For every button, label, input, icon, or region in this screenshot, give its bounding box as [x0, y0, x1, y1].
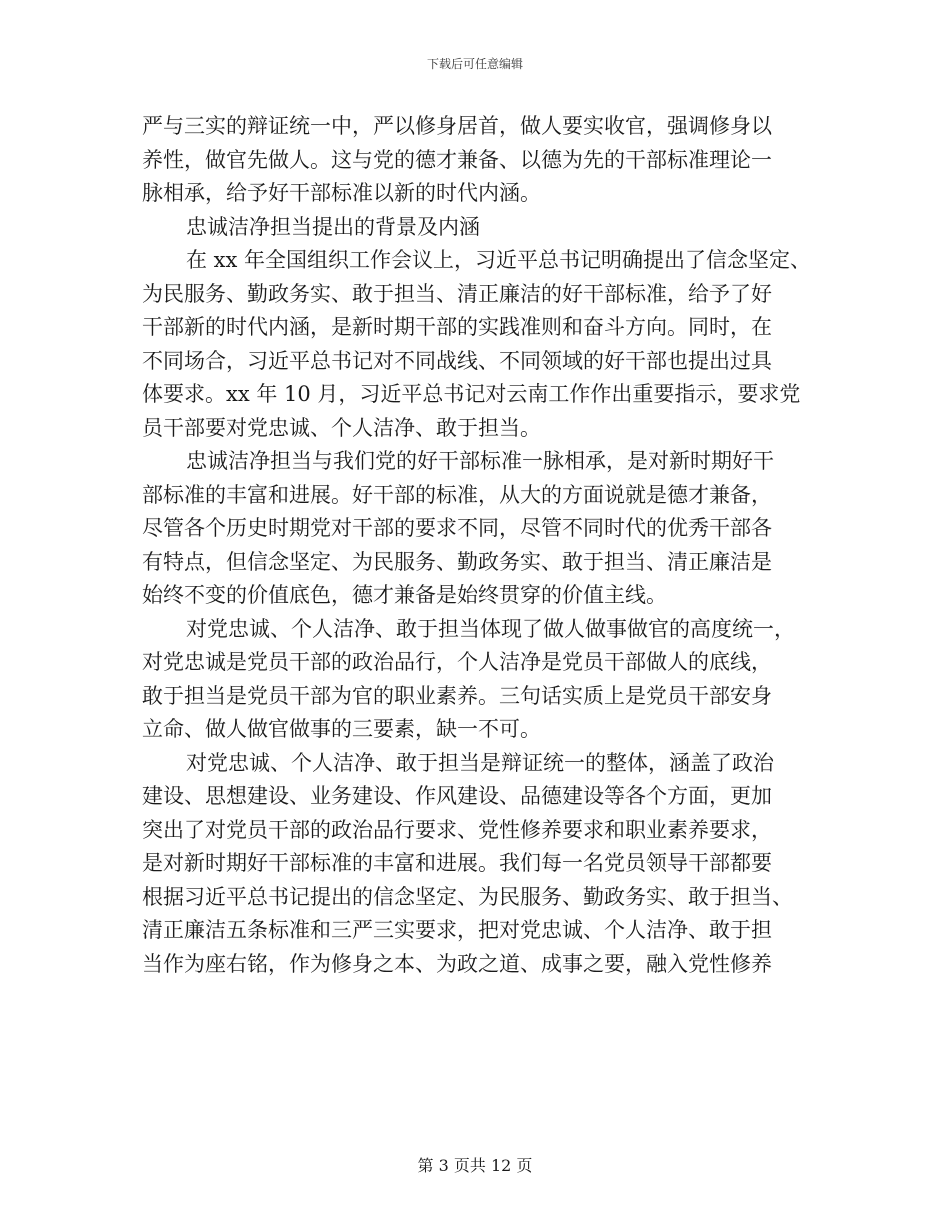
text-line: 始终不变的价值底色，德才兼备是始终贯穿的价值主线。 [142, 583, 667, 607]
text-line: 部标准的丰富和进展。好干部的标准，从大的方面说就是德才兼备， [142, 482, 772, 507]
text-line: 对党忠诚是党员干部的政治品行，个人洁净是党员干部做人的底线， [142, 650, 772, 674]
text-line: 对党忠诚、个人洁净、敢于担当体现了做人做事做官的高度统一， [186, 616, 795, 641]
section-heading: 忠诚洁净担当提出的背景及内涵 [186, 214, 480, 239]
text-line: 建设、思想建设、业务建设、作风建设、品德建设等各个方面，更加 [142, 784, 772, 808]
text-line: 在 xx 年全国组织工作会议上，习近平总书记明确提出了信念坚定、 [186, 248, 812, 272]
text-line: 体要求。xx 年 10 月，习近平总书记对云南工作作出重要指示，要求党 [142, 382, 801, 406]
text-line: 对党忠诚、个人洁净、敢于担当是辩证统一的整体，涵盖了政治 [186, 750, 774, 775]
text-line: 清正廉洁五条标准和三严三实要求，把对党忠诚、个人洁净、敢于担 [142, 918, 772, 942]
document-body [142, 110, 822, 981]
text-line: 严与三实的辩证统一中，严以修身居首，做人要实收官，强调修身以 [142, 114, 772, 138]
text-line: 是对新时期好干部标准的丰富和进展。我们每一名党员领导干部都要 [142, 851, 772, 875]
text-line: 为民服务、勤政务实、敢于担当、清正廉洁的好干部标准，给予了好 [142, 281, 772, 306]
text-line: 根据习近平总书记提出的信念坚定、为民服务、勤政务实、敢于担当、 [142, 884, 793, 909]
text-line: 养性，做官先做人。这与党的德才兼备、以德为先的干部标准理论一 [142, 147, 772, 172]
text-line: 员干部要对党忠诚、个人洁净、敢于担当。 [142, 415, 541, 440]
page-header: 下载后可任意编辑 [426, 57, 523, 71]
page-footer: 第 3 页共 12 页 [417, 1156, 533, 1175]
text-line: 脉相承，给予好干部标准以新的时代内涵。 [142, 181, 541, 205]
text-line: 立命、做人做官做事的三要素，缺一不可。 [142, 717, 541, 741]
text-line: 不同场合，习近平总书记对不同战线、不同领域的好干部也提出过具 [142, 348, 772, 373]
text-line: 忠诚洁净担当与我们党的好干部标准一脉相承，是对新时期好干 [186, 449, 774, 473]
text-line: 突出了对党员干部的政治品行要求、党性修养要求和职业素养要求， [142, 817, 772, 842]
text-line: 干部新的时代内涵，是新时期干部的实践准则和奋斗方向。同时，在 [142, 315, 772, 339]
text-line: 敢于担当是党员干部为官的职业素养。三句话实质上是党员干部安身 [142, 683, 772, 708]
text-line: 尽管各个历史时期党对干部的要求不同，尽管不同时代的优秀干部各 [142, 516, 772, 540]
text-line: 当作为座右铭，作为修身之本、为政之道、成事之要，融入党性修养 [142, 951, 772, 976]
text-line: 有特点，但信念坚定、为民服务、勤政务实、敢于担当、清正廉洁是 [142, 549, 772, 574]
